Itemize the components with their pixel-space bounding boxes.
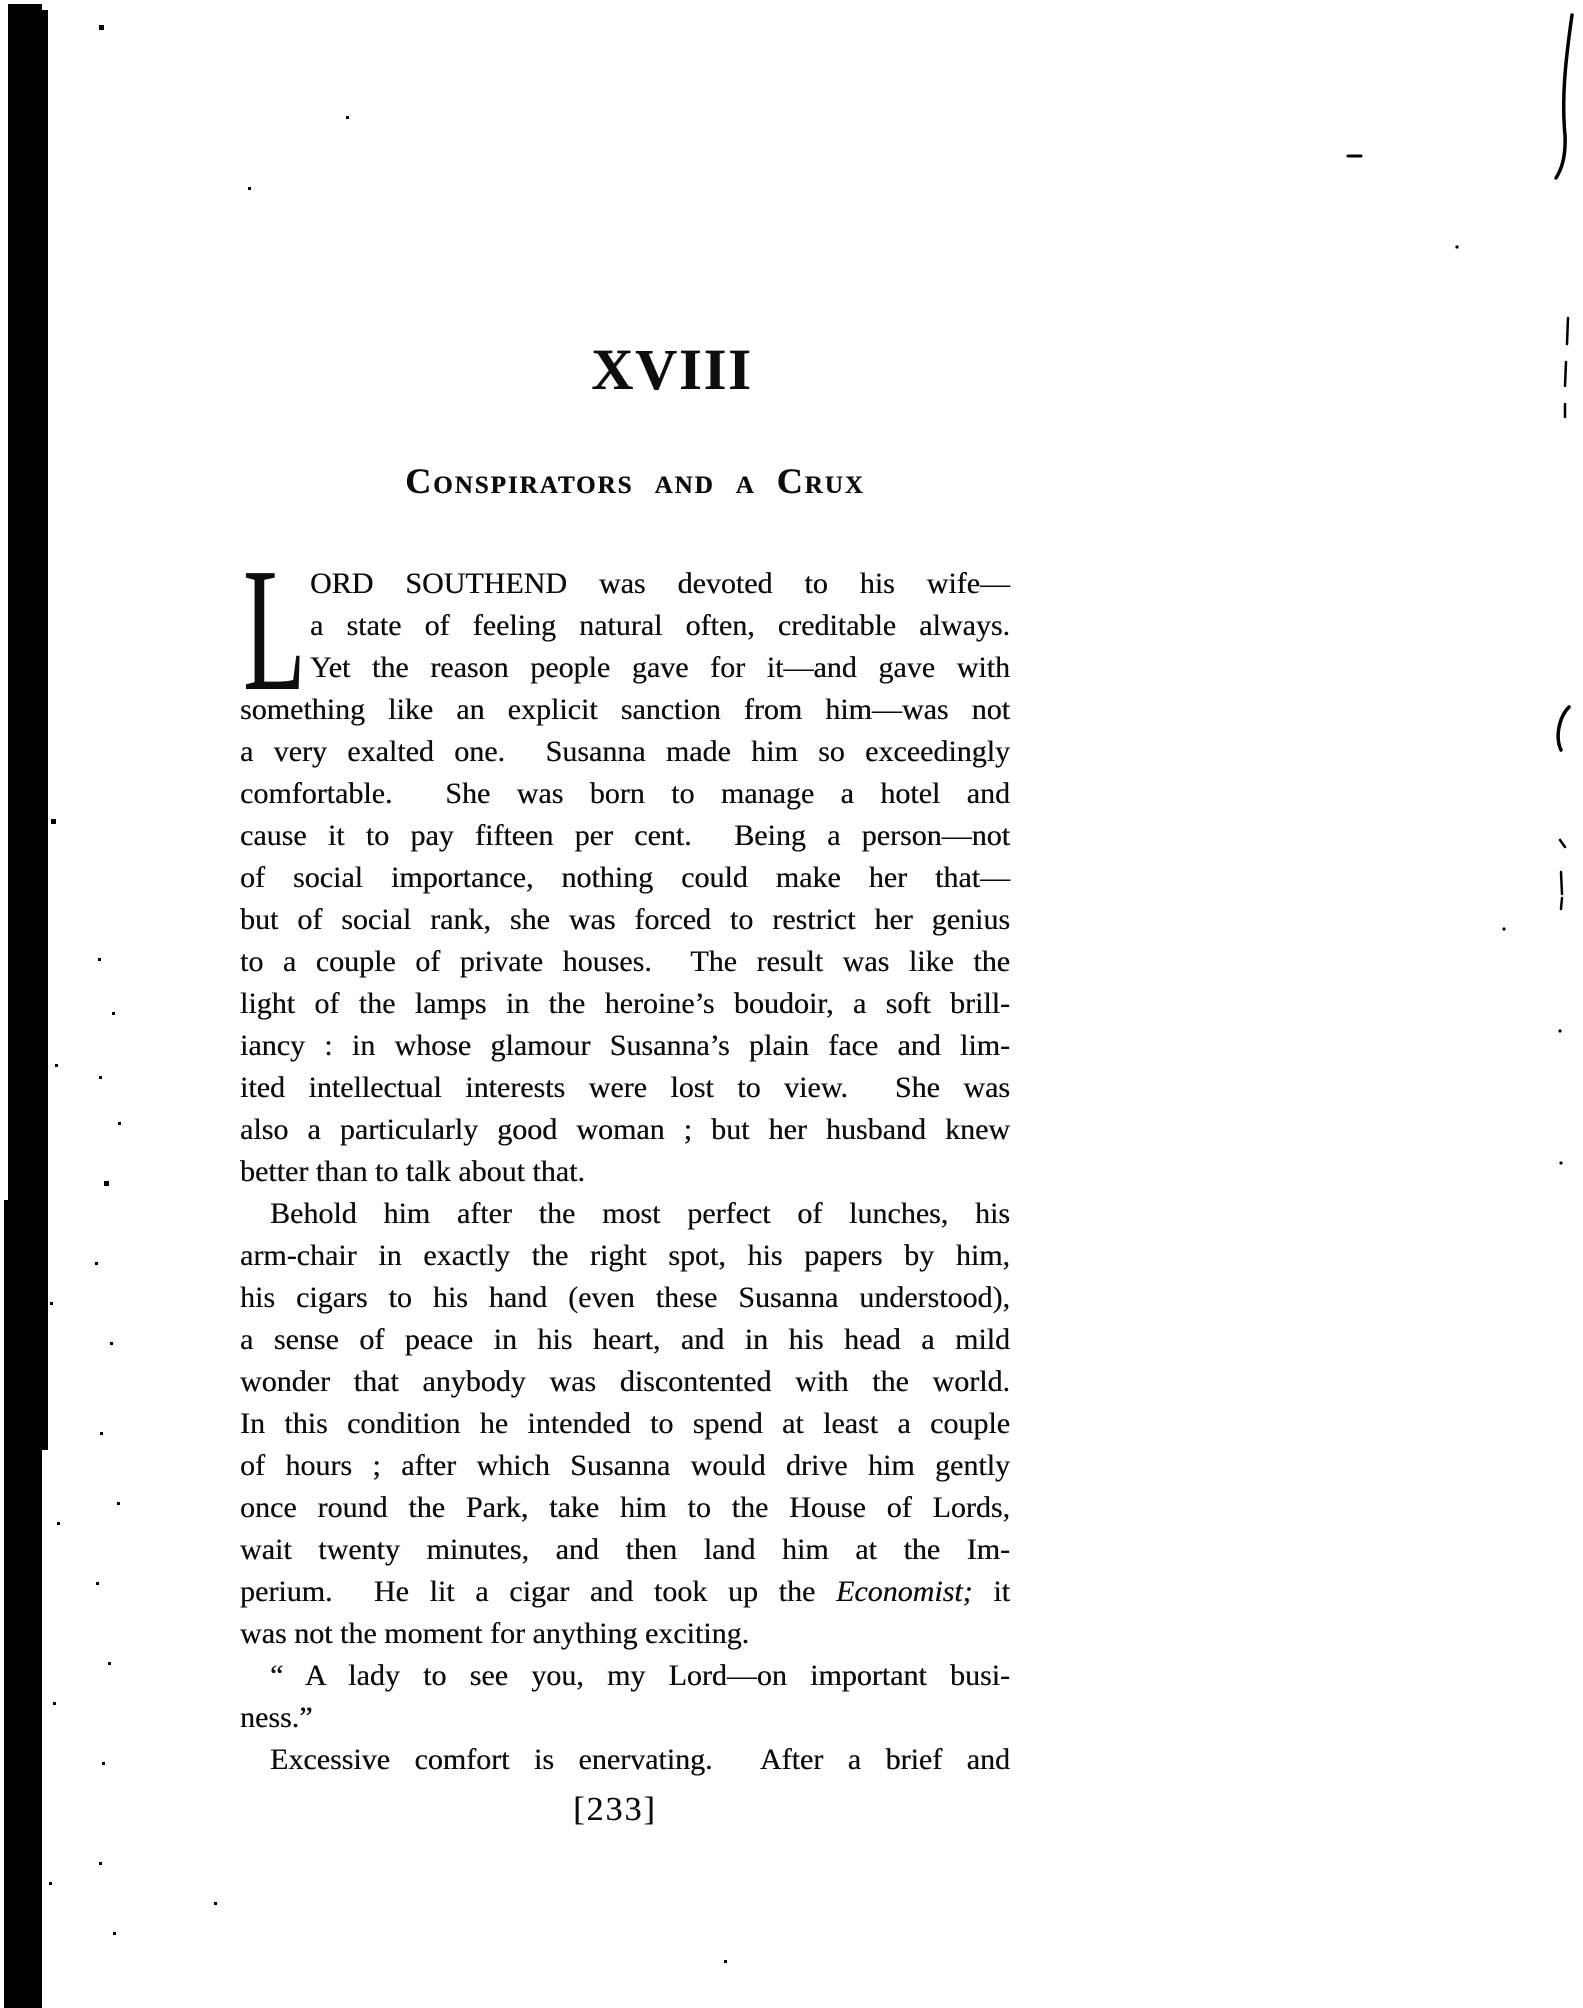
- body-line: [240, 983, 1010, 1025]
- body-line: [240, 1361, 1010, 1403]
- text-segment: but of social rank, she was forced to restrict her genius: [240, 903, 1010, 936]
- text-segment: arm-chair in exactly the right spot, his papers by him,: [240, 1239, 1010, 1272]
- body-line: [240, 563, 1010, 605]
- body-line: [240, 1445, 1010, 1487]
- text-segment: once round the Park, take him to the House of Lords,: [240, 1491, 1010, 1524]
- body-text: [240, 532, 1010, 1781]
- curl-line-top: [1556, 15, 1572, 178]
- italic-word: Economist;: [835, 1575, 973, 1608]
- speck-dot: [1502, 927, 1505, 930]
- stray-tick: [1560, 840, 1565, 847]
- text-segment: was not the moment for anything exciting.: [240, 1617, 750, 1650]
- curl-dash: [1561, 898, 1562, 909]
- text-segment: wait twenty minutes, and then land him at the Im-: [240, 1533, 1010, 1566]
- text-segment: perium. He lit a cigar and took up the: [240, 1575, 836, 1608]
- text-segment: ness.”: [240, 1701, 313, 1734]
- text-segment: also a particularly good woman ; but her husband knew: [240, 1113, 1010, 1146]
- text-segment: Yet the reason people gave for it—and gave with: [310, 651, 1010, 684]
- text-segment: cause it to pay fifteen per cent. Being a person—not: [240, 819, 1010, 852]
- text-segment: a state of feeling natural often, creditable always.: [310, 609, 1010, 642]
- text-segment: wonder that anybody was discontented with the world.: [240, 1365, 1010, 1398]
- body-line: [240, 1655, 1010, 1697]
- speck-dot: [1559, 1161, 1562, 1164]
- text-segment: of social importance, nothing could make her that—: [240, 861, 1010, 894]
- text-segment: better than to talk about that.: [240, 1155, 585, 1188]
- text-segment: a very exalted one. Susanna made him so exceedingly: [240, 735, 1010, 768]
- scan-gutter-edge-line: [42, 10, 48, 1450]
- text-segment: light of the lamps in the heroine’s boudoir, a soft brill-: [240, 987, 1010, 1020]
- curl-hook: [1558, 707, 1569, 750]
- body-line: [240, 1025, 1010, 1067]
- scan-gutter-bar-lower: [4, 1200, 35, 2008]
- body-line: [240, 1067, 1010, 1109]
- body-line: [240, 647, 1010, 689]
- body-line: [240, 1109, 1010, 1151]
- body-line: [240, 899, 1010, 941]
- body-line: [240, 773, 1010, 815]
- body-line: [240, 941, 1010, 983]
- text-segment: to a couple of private houses. The result was like the: [240, 945, 1010, 978]
- body-line: [240, 1403, 1010, 1445]
- text-segment: his cigars to his hand (even these Susanna understood),: [240, 1281, 1010, 1314]
- drop-cap: L: [243, 532, 306, 728]
- text-segment: of hours ; after which Susanna would drive him gently: [240, 1449, 1010, 1482]
- speck-dot: [1558, 1029, 1561, 1032]
- body-line: [240, 1151, 1010, 1193]
- body-lines: [240, 532, 1010, 1781]
- text-segment: iancy : in whose glamour Susanna’s plain face and lim-: [240, 1029, 1010, 1062]
- text-segment: In this condition he intended to spend at least a couple: [240, 1407, 1010, 1440]
- body-line: [240, 1487, 1010, 1529]
- body-line: [240, 1235, 1010, 1277]
- text-segment: a sense of peace in his heart, and in his head a mild: [240, 1323, 1010, 1356]
- body-line: [240, 1571, 1010, 1613]
- body-line: [240, 1697, 1010, 1739]
- body-line: [240, 815, 1010, 857]
- body-line: [240, 1193, 1010, 1235]
- text-segment: comfortable. She was born to manage a hotel and: [240, 777, 1010, 810]
- text-column: [240, 0, 1010, 2008]
- text-segment: Behold him after the most perfect of lunches, his: [270, 1197, 1010, 1230]
- text-segment: Excessive comfort is enervating. After a brief and: [270, 1743, 1010, 1776]
- curl-dash: [1565, 362, 1566, 386]
- chapter-title: Conspirators and a Crux: [405, 461, 865, 501]
- text-segment: ited intellectual interests were lost to view. She was: [240, 1071, 1010, 1104]
- curl-dash: [1561, 872, 1562, 894]
- body-line: [240, 857, 1010, 899]
- body-line: [240, 1529, 1010, 1571]
- curl-dash: [1567, 318, 1568, 344]
- body-line: [240, 1613, 1010, 1655]
- scan-speckles: [0, 0, 3, 3]
- text-segment: “ A lady to see you, my Lord—on important busi-: [270, 1659, 1010, 1692]
- body-line: [240, 1277, 1010, 1319]
- text-segment: ORD SOUTHEND was devoted to his wife—: [310, 567, 1010, 600]
- chapter-number: XVIII: [591, 337, 753, 402]
- page-number: [233]: [573, 1791, 657, 1828]
- body-line: [240, 731, 1010, 773]
- body-line: [240, 689, 1010, 731]
- body-line: [240, 1319, 1010, 1361]
- text-segment: something like an explicit sanction from him—was not: [240, 693, 1010, 726]
- body-line: [240, 605, 1010, 647]
- text-segment: it: [972, 1575, 1010, 1608]
- body-line: [240, 1739, 1010, 1781]
- speck-dot: [1455, 245, 1458, 248]
